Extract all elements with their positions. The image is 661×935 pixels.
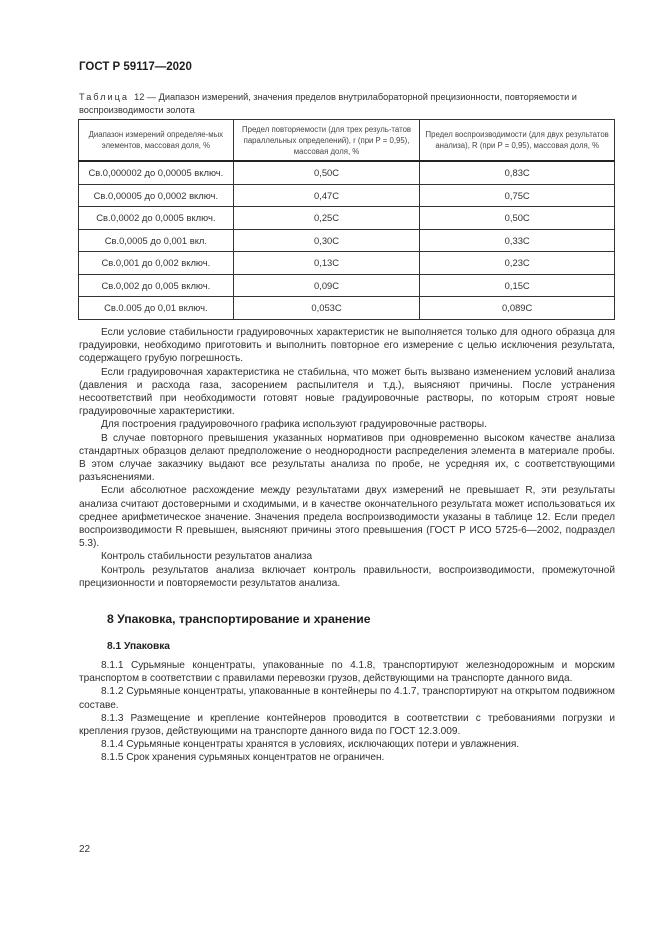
- table-row: [79, 184, 615, 207]
- body-text-block: [79, 326, 615, 590]
- paragraph: Контроль стабильности результатов анализа: [101, 551, 313, 563]
- clause-item: 8.1.3 Размещение и крепление контейнеров проводится в соответствии с требованиями погрузки и крепления грузов, действующими на транспорте данного вида по ГОСТ 12.3.009.: [79, 712, 615, 738]
- table-row: [79, 229, 615, 252]
- column-header-reproducibility: Предел воспроизводимости (для двух результатов анализа), R (при P = 0,95), массовая доля, %: [420, 120, 615, 162]
- cell-range: Св.0.005 до 0,01 включ.: [79, 297, 234, 320]
- cell-repeatability: 0,09C: [233, 274, 420, 297]
- clause-item: 8.1.1 Сурьмяные концентраты, упакованные по 4.1.8, транспортируют железнодорожным и морским транспортом в соответствии с правилами перевозки грузов, действующими на транспорте данного вида.: [79, 660, 615, 685]
- page-number: 22: [79, 844, 91, 855]
- table-row: [79, 274, 615, 297]
- measurement-range-table: [78, 119, 615, 320]
- section-items-block: [79, 659, 615, 765]
- cell-reproducibility: 0,75C: [420, 184, 615, 207]
- clause-item: 8.1.5 Срок хранения сурьмяных концентратов не ограничен.: [101, 752, 385, 764]
- cell-range: Св.0,0002 до 0,0005 включ.: [79, 207, 234, 230]
- cell-range: Св.0,002 до 0,005 включ.: [79, 274, 234, 297]
- paragraph: Если градуировочная характеристика не стабильна, что может быть вызвано изменением условий анализа (давления и расхода газа, засорением распылителя и т.д.), выясняют причины. После устранения несоответствий при необходимости готовят новые градуировочные растворы, по которым строят новые градуировочные характеристики.: [79, 366, 615, 418]
- cell-repeatability: 0,47C: [233, 184, 420, 207]
- subsection-title: 8.1 Упаковка: [107, 641, 170, 652]
- cell-reproducibility: 0,50C: [420, 207, 615, 230]
- table-caption-text: — Диапазон измерений, значения пределов внутрилабораторной прецизионности, повторяемости и воспроизводимости золота: [79, 92, 577, 115]
- cell-repeatability: 0,50C: [233, 161, 420, 184]
- document-id-header: ГОСТ Р 59117—2020: [79, 61, 192, 73]
- table-header-row: [79, 120, 615, 162]
- table-row: [79, 252, 615, 275]
- clause-item: 8.1.4 Сурьмяные концентраты хранятся в условиях, исключающих потери и увлажнения.: [101, 739, 520, 751]
- table-row: [79, 161, 615, 184]
- paragraph: Контроль результатов анализа включает контроль правильности, воспроизводимости, промежуточной прецизионности и повторяемости результатов анализа.: [79, 564, 615, 589]
- paragraph: В случае повторного превышения указанных нормативов при одновременно высоком качестве анализа стандартных образцов делают предположение о неоднородности распределения элемента в материале пробы. В этом случае заказчику выдают все результаты анализа по пробе, не усредняя их, с соответствующими разъяснениями.: [79, 432, 615, 484]
- cell-reproducibility: 0,83C: [420, 161, 615, 184]
- table-row: [79, 297, 615, 320]
- table-caption: [79, 91, 615, 117]
- cell-repeatability: 0,25C: [233, 207, 420, 230]
- column-header-repeatability: Предел повторяемости (для трех резуль-татов параллельных определений), r (при P = 0,95), массовая доля, %: [233, 120, 420, 162]
- paragraph: Для построения градуировочного графика используют градуировочные растворы.: [101, 419, 487, 431]
- cell-range: Св.0,000002 до 0,00005 включ.: [79, 161, 234, 184]
- cell-repeatability: 0,053C: [233, 297, 420, 320]
- cell-reproducibility: 0,089C: [420, 297, 615, 320]
- cell-repeatability: 0,13C: [233, 252, 420, 275]
- cell-reproducibility: 0,23C: [420, 252, 615, 275]
- clause-item: 8.1.2 Сурьмяные концентраты, упакованные в контейнеры по 4.1.7, транспортируют на открытом подвижном составе.: [79, 686, 615, 711]
- cell-range: Св.0,0005 до 0,001 вкл.: [79, 229, 234, 252]
- column-header-range: Диапазон измерений определяе-мых элементов, массовая доля, %: [79, 120, 234, 162]
- cell-repeatability: 0,30C: [233, 229, 420, 252]
- paragraph: Если условие стабильности градуировочных характеристик не выполняется только для одного образца для градуировки, необходимо приготовить и выполнить повторное его измерение с целью исключения результата, содержащего грубую погрешность.: [79, 327, 615, 365]
- cell-range: Св.0,00005 до 0,0002 включ.: [79, 184, 234, 207]
- table-row: [79, 207, 615, 230]
- table-caption-number: 12: [134, 92, 145, 102]
- cell-range: Св.0,001 до 0,002 включ.: [79, 252, 234, 275]
- cell-reproducibility: 0,15C: [420, 274, 615, 297]
- section-title: 8 Упаковка, транспортирование и хранение: [107, 612, 371, 626]
- paragraph: Если абсолютное расхождение между результатами двух измерений не превышает R, эти результаты анализа считают достоверными и сходимыми, и в качестве окончательного результата может использоваться их среднее арифметическое значение. Значения предела воспроизводимости указаны в таблице 12. Если предел воспроизводимости R превышен, выясняют причины этого превышения (ГОСТ Р ИСО 5725-6—2002, подраздел 5.3).: [79, 485, 615, 550]
- table-caption-label: Таблица: [79, 92, 130, 102]
- cell-reproducibility: 0,33C: [420, 229, 615, 252]
